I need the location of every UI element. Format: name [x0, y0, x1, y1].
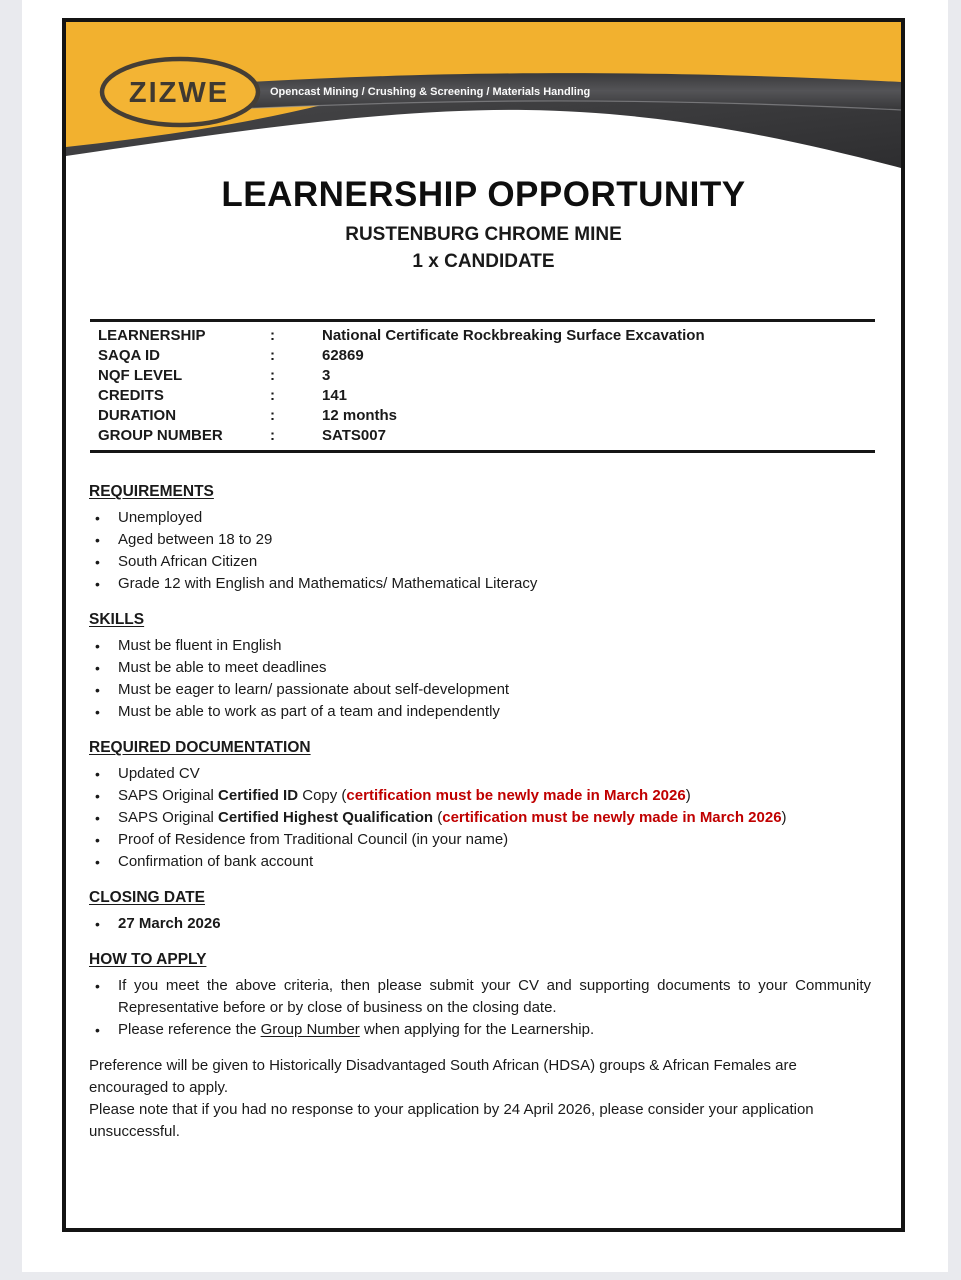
text-segment: Grade 12 with English and Mathematics/ Mathematical Literacy	[118, 575, 538, 592]
bullet-list	[89, 913, 871, 935]
footer-line: Please note that if you had no response to your application by 24 April 2026, please consider your application unsuccessful.	[89, 1101, 814, 1140]
detail-row	[90, 406, 875, 426]
section-heading: CLOSING DATE	[89, 889, 205, 906]
list-item	[89, 635, 871, 657]
list-item	[89, 507, 871, 529]
page-title: LEARNERSHIP OPPORTUNITY	[221, 175, 746, 214]
text-segment: when applying for the Learnership.	[359, 1021, 595, 1038]
text-segment: Certified Highest Qualification	[218, 809, 434, 826]
text-segment: SAPS Original	[118, 787, 219, 804]
document-border	[62, 18, 905, 1232]
list-item	[89, 657, 871, 679]
bullet-icon: •	[95, 916, 100, 932]
text-segment: 27 March 2026	[118, 915, 221, 932]
section	[89, 887, 871, 935]
text-segment: Proof of Residence from Traditional Council (in your name)	[118, 831, 509, 848]
subtitle-candidate: 1 x CANDIDATE	[412, 251, 555, 272]
bullet-icon: •	[95, 532, 100, 548]
list-item	[89, 785, 871, 807]
list-item	[89, 1019, 871, 1041]
text-segment: Must be fluent in English	[118, 637, 282, 654]
detail-separator: :	[270, 367, 275, 384]
detail-row	[90, 346, 875, 366]
list-item	[89, 679, 871, 701]
bullet-icon: •	[95, 638, 100, 654]
text-segment: Certified ID	[218, 787, 299, 804]
details-table	[90, 319, 875, 453]
section	[89, 481, 871, 595]
detail-separator: :	[270, 387, 275, 404]
bullet-list	[89, 635, 871, 723]
list-item	[89, 807, 871, 829]
detail-label: DURATION	[98, 407, 177, 424]
detail-label: SAQA ID	[98, 347, 160, 364]
detail-value: SATS007	[322, 427, 386, 444]
text-segment: Copy (	[298, 787, 347, 804]
bullet-icon: •	[95, 854, 100, 870]
text-segment: If you meet the above criteria, then please submit your CV and supporting documents to your Community Representative before or by close of business on the closing date.	[118, 977, 871, 1016]
footer-line: Preference will be given to Historically Disadvantaged South African (HDSA) groups & African Females are encouraged to apply.	[89, 1057, 797, 1096]
bullet-icon: •	[95, 832, 100, 848]
list-item	[89, 851, 871, 873]
detail-row	[90, 326, 875, 346]
detail-label: GROUP NUMBER	[98, 427, 223, 444]
detail-label: CREDITS	[98, 387, 164, 404]
footer-note	[89, 1055, 875, 1143]
detail-separator: :	[270, 347, 275, 364]
text-segment: Updated CV	[118, 765, 200, 782]
list-item	[89, 829, 871, 851]
bullet-icon: •	[95, 704, 100, 720]
sections	[89, 481, 871, 1041]
list-item	[89, 551, 871, 573]
list-item	[89, 573, 871, 595]
bullet-icon: •	[95, 554, 100, 570]
bullet-icon: •	[95, 682, 100, 698]
detail-row	[90, 366, 875, 386]
text-segment: Group Number	[260, 1021, 360, 1038]
list-item	[89, 763, 871, 785]
text-segment: certification must be newly made in March 2026	[442, 809, 782, 826]
subtitle-mine: RUSTENBURG CHROME MINE	[345, 224, 622, 245]
bullet-list	[89, 507, 871, 595]
detail-separator: :	[270, 407, 275, 424]
bullet-icon: •	[95, 766, 100, 782]
text-segment: certification must be newly made in March 2026	[346, 787, 686, 804]
detail-value: 12 months	[322, 407, 398, 424]
list-item	[89, 529, 871, 551]
section-heading: REQUIREMENTS	[89, 483, 214, 500]
text-segment: Aged between 18 to 29	[118, 531, 273, 548]
tagline-text: Opencast Mining / Crushing & Screening / Materials Handling	[270, 86, 591, 98]
bullet-list	[89, 975, 871, 1041]
detail-row	[90, 426, 875, 446]
detail-row	[90, 386, 875, 406]
text-segment: South African Citizen	[118, 553, 258, 570]
section	[89, 737, 871, 873]
bullet-icon: •	[95, 978, 100, 994]
logo-text: ZIZWE	[128, 77, 230, 109]
list-item	[89, 701, 871, 723]
section-heading: SKILLS	[89, 611, 145, 628]
detail-label: LEARNERSHIP	[98, 327, 206, 344]
detail-value: 62869	[322, 347, 364, 364]
bullet-icon: •	[95, 510, 100, 526]
bullet-icon: •	[95, 660, 100, 676]
list-item	[89, 913, 871, 935]
text-segment: Confirmation of bank account	[118, 853, 314, 870]
text-segment: Must be able to meet deadlines	[118, 659, 327, 676]
list-item	[89, 975, 871, 1019]
bullet-icon: •	[95, 576, 100, 592]
detail-separator: :	[270, 327, 275, 344]
text-segment: )	[685, 787, 691, 804]
detail-value: National Certificate Rockbreaking Surface Excavation	[322, 327, 705, 344]
text-segment: SAPS Original	[118, 809, 219, 826]
text-segment: Must be able to work as part of a team and independently	[118, 703, 500, 720]
section	[89, 949, 871, 1041]
header-banner	[66, 22, 901, 177]
section-heading: HOW TO APPLY	[89, 951, 207, 968]
text-segment: Please reference the	[118, 1021, 261, 1038]
detail-label: NQF LEVEL	[98, 367, 183, 384]
bullet-list	[89, 763, 871, 873]
text-segment: )	[781, 809, 787, 826]
document-sheet	[22, 0, 948, 1272]
bullet-icon: •	[95, 810, 100, 826]
text-segment: (	[433, 809, 443, 826]
bullet-icon: •	[95, 1022, 100, 1038]
detail-value: 141	[322, 387, 348, 404]
bullet-icon: •	[95, 788, 100, 804]
detail-value: 3	[322, 367, 331, 384]
text-segment: Unemployed	[118, 509, 203, 526]
section	[89, 609, 871, 723]
section-heading: REQUIRED DOCUMENTATION	[89, 739, 311, 756]
text-segment: Must be eager to learn/ passionate about self-development	[118, 681, 510, 698]
detail-separator: :	[270, 427, 275, 444]
